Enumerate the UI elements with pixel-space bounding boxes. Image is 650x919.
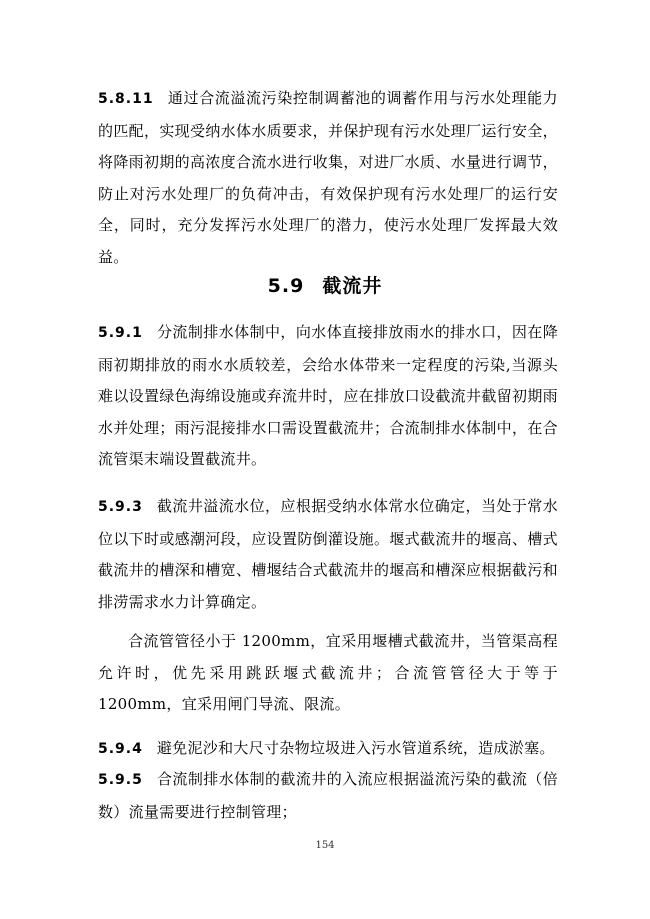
section-heading <box>0 271 650 298</box>
clause-5-9-5 <box>98 764 558 828</box>
paragraph-text: 合流管管径小于 1200mm，宜采用堰槽式截流井，当管渠高程允许时，优先采用跳跃堰式截流井；合流管管径大于等于 1200mm，宜采用闸门导流、限流。 <box>98 632 558 713</box>
clause-number: 5.9.4 <box>98 741 143 757</box>
paragraph-pipe-diameter <box>98 626 558 721</box>
clause-text: 避免泥沙和大尺寸杂物垃圾进入污水管道系统，造成淤塞。 <box>156 739 555 757</box>
clause-number: 5.8.11 <box>98 91 154 107</box>
section-title: 截流井 <box>322 275 383 297</box>
clause-5-9-3 <box>98 491 558 618</box>
clause-number: 5.9.5 <box>98 772 143 788</box>
clause-text: 通过合流溢流污染控制调蓄池的调蓄作用与污水处理能力的匹配，实现受纳水体水质要求，并保护现有污水处理厂运行安全，将降雨初期的高浓度合流水进行收集，对进厂水质、水量进行调节，防止对污水处理厂的负荷冲击，有效保护现有污水处理厂的运行安全，同时，充分发挥污水处理厂的潜力，使污水处理厂发挥最大效益。 <box>98 89 558 266</box>
clause-5-9-1 <box>98 317 558 476</box>
clause-5-9-4 <box>98 733 558 766</box>
section-number: 5.9 <box>267 275 305 297</box>
clause-text: 分流制排水体制中，向水体直接排放雨水的排水口，因在降雨初期排放的雨水水质较差，会给水体带来一定程度的污染,当源头难以设置绿色海绵设施或弃流井时，应在排放口设截流井截留初期雨水并处理；雨污混接排水口需设置截流井；合流制排水体制中，在合流管渠末端设置截流井。 <box>98 323 558 468</box>
clause-text: 合流制排水体制的截流井的入流应根据溢流污染的截流（倍数）流量需要进行控制管理； <box>98 770 558 821</box>
clause-number: 5.9.3 <box>98 499 143 515</box>
page-number: 154 <box>315 840 335 851</box>
clause-text: 截流井溢流水位，应根据受纳水体常水位确定，当处于常水位以下时或感潮河段，应设置防倒灌设施。堰式截流井的堰高、槽式截流井的槽深和槽宽、槽堰结合式截流井的堰高和槽深应根据截污和排涝需求水力计算确定。 <box>98 497 558 611</box>
clause-5-8-11 <box>98 83 558 273</box>
clause-number: 5.9.1 <box>98 325 143 341</box>
